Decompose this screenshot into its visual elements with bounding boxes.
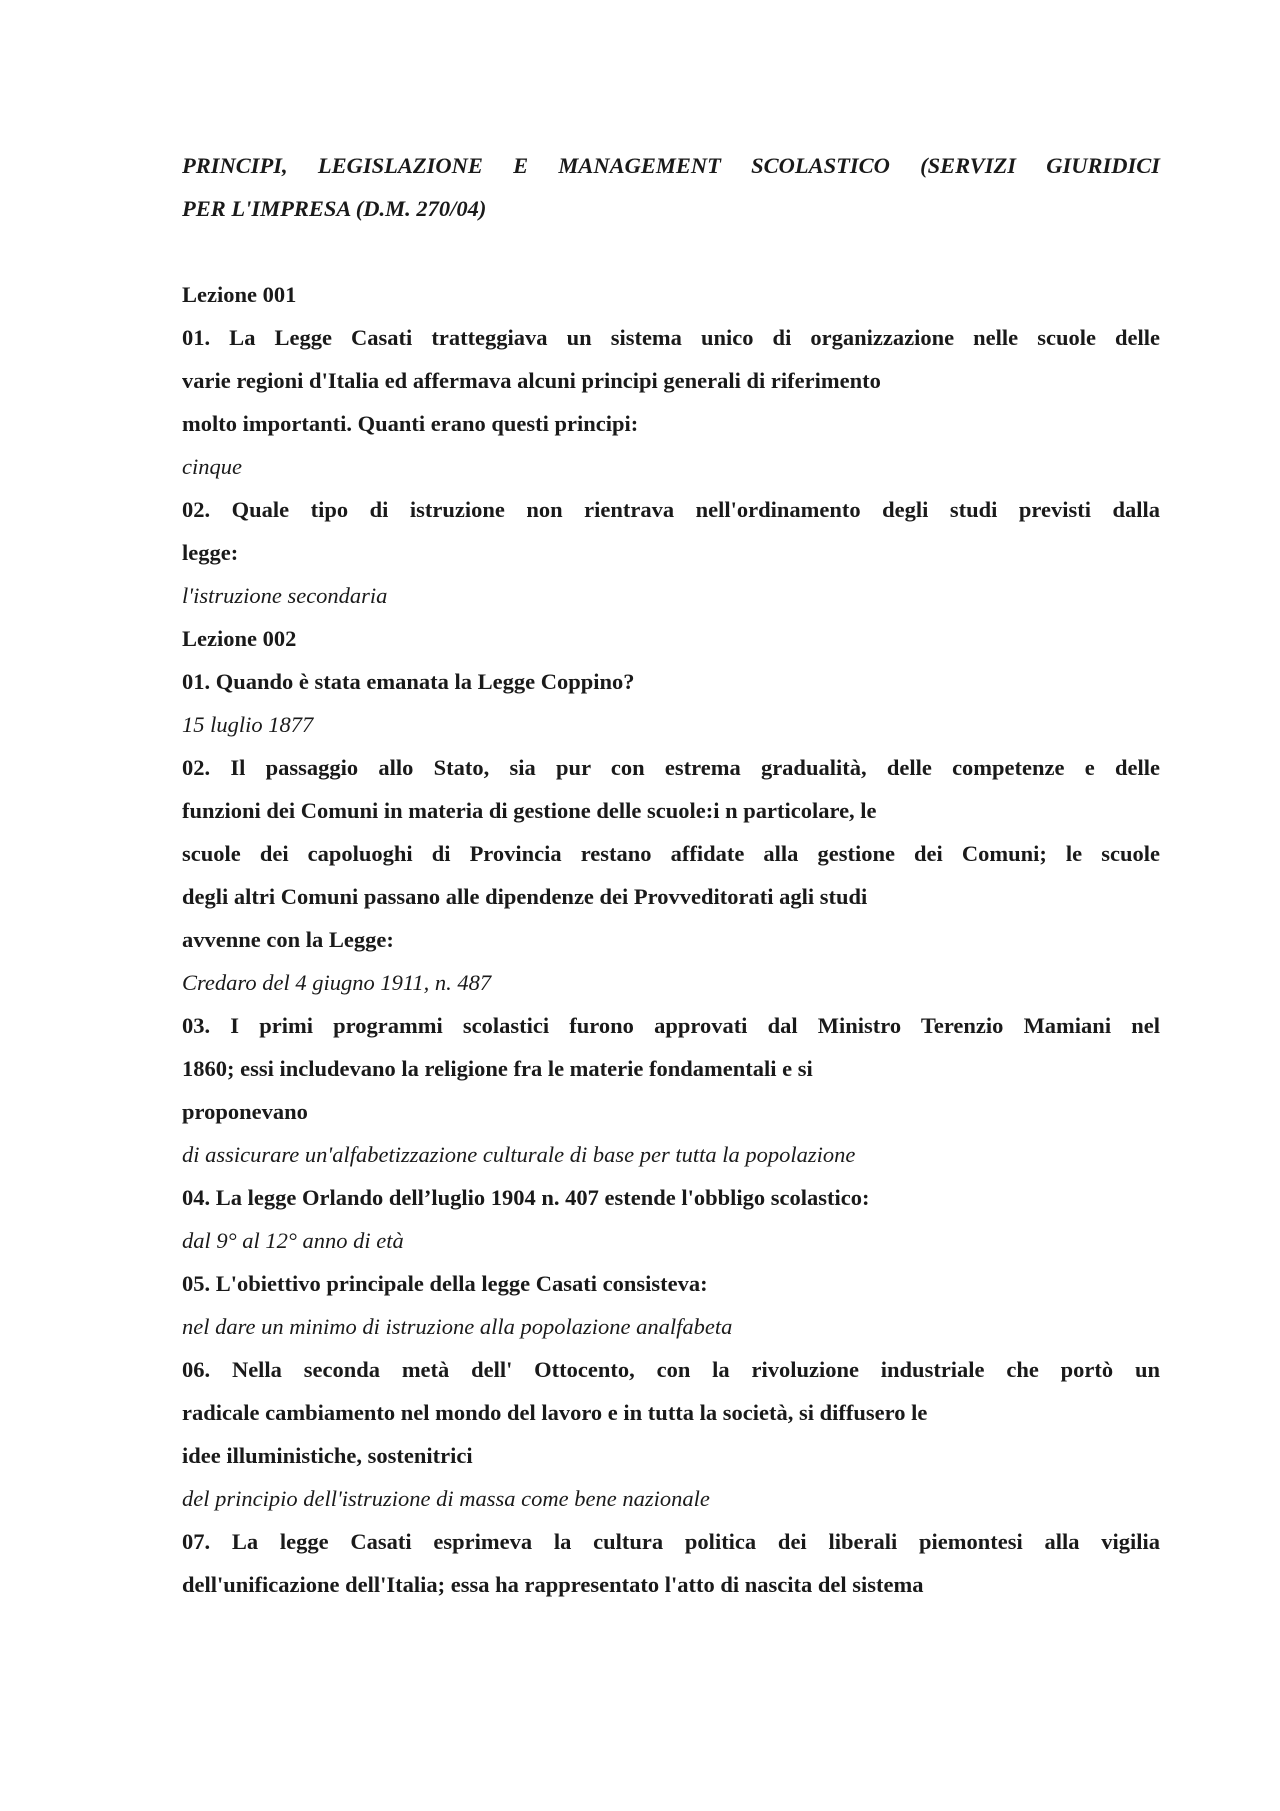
title-line: PRINCIPI, LEGISLAZIONE E MANAGEMENT SCOLASTICO (SERVIZI GIURIDICI: [182, 153, 1160, 178]
question-line: 07. La legge Casati esprimeva la cultura politica dei liberali piemontesi alla vigilia: [182, 1529, 1160, 1554]
question-line: scuole dei capoluoghi di Provincia restano affidate alla gestione dei Comuni; le scuole: [182, 841, 1160, 866]
document-title: [182, 144, 1160, 230]
question-line: 06. Nella seconda metà dell' Ottocento, con la rivoluzione industriale che portò un: [182, 1357, 1160, 1382]
question-item: [182, 488, 1160, 617]
answer-text: Credaro del 4 giugno 1911, n. 487: [182, 970, 492, 995]
question-item: [182, 1004, 1160, 1176]
question-line: varie regioni d'Italia ed affermava alcuni principi generali di riferimento: [182, 368, 881, 393]
question-line: 01. La Legge Casati tratteggiava un sistema unico di organizzazione nelle scuole delle: [182, 325, 1160, 350]
answer-text: l'istruzione secondaria: [182, 583, 388, 608]
question-item: [182, 1520, 1160, 1606]
question-line: proponevano: [182, 1099, 308, 1124]
question-item: [182, 316, 1160, 488]
question-line: legge:: [182, 540, 239, 565]
question-line: 02. Quale tipo di istruzione non rientrava nell'ordinamento degli studi previsti dalla: [182, 497, 1160, 522]
question-line: idee illuministiche, sostenitrici: [182, 1443, 473, 1468]
document-page: [182, 144, 1160, 1606]
answer-text: del principio dell'istruzione di massa come bene nazionale: [182, 1486, 710, 1511]
question-line: funzioni dei Comuni in materia di gestione delle scuole:i n particolare, le: [182, 798, 877, 823]
question-item: [182, 1176, 1160, 1262]
answer-text: nel dare un minimo di istruzione alla popolazione analfabeta: [182, 1314, 733, 1339]
question-line: degli altri Comuni passano alle dipendenze dei Provveditorati agli studi: [182, 884, 868, 909]
question-line: 02. Il passaggio allo Stato, sia pur con estrema gradualità, delle competenze e delle: [182, 755, 1160, 780]
lesson-section: [182, 273, 1160, 617]
answer-text: cinque: [182, 454, 242, 479]
lesson-heading: Lezione 001: [182, 282, 297, 307]
question-item: [182, 1348, 1160, 1520]
question-line: 1860; essi includevano la religione fra le materie fondamentali e si: [182, 1056, 813, 1081]
answer-text: 15 luglio 1877: [182, 712, 314, 737]
question-line: avvenne con la Legge:: [182, 927, 394, 952]
title-line: PER L'IMPRESA (D.M. 270/04): [182, 196, 487, 221]
spacer: [182, 230, 1160, 273]
question-line: radicale cambiamento nel mondo del lavoro e in tutta la società, si diffusero le: [182, 1400, 928, 1425]
question-line: 05. L'obiettivo principale della legge Casati consisteva:: [182, 1271, 708, 1296]
question-line: molto importanti. Quanti erano questi principi:: [182, 411, 639, 436]
answer-text: dal 9° al 12° anno di età: [182, 1228, 404, 1253]
question-line: 04. La legge Orlando dell’luglio 1904 n. 407 estende l'obbligo scolastico:: [182, 1185, 870, 1210]
answer-text: di assicurare un'alfabetizzazione culturale di base per tutta la popolazione: [182, 1142, 856, 1167]
question-line: dell'unificazione dell'Italia; essa ha rappresentato l'atto di nascita del sistema: [182, 1572, 924, 1597]
question-line: 03. I primi programmi scolastici furono approvati dal Ministro Terenzio Mamiani nel: [182, 1013, 1160, 1038]
question-item: [182, 1262, 1160, 1348]
question-line: 01. Quando è stata emanata la Legge Coppino?: [182, 669, 635, 694]
lesson-section: [182, 617, 1160, 1606]
lesson-heading: Lezione 002: [182, 626, 297, 651]
question-item: [182, 660, 1160, 746]
question-item: [182, 746, 1160, 1004]
